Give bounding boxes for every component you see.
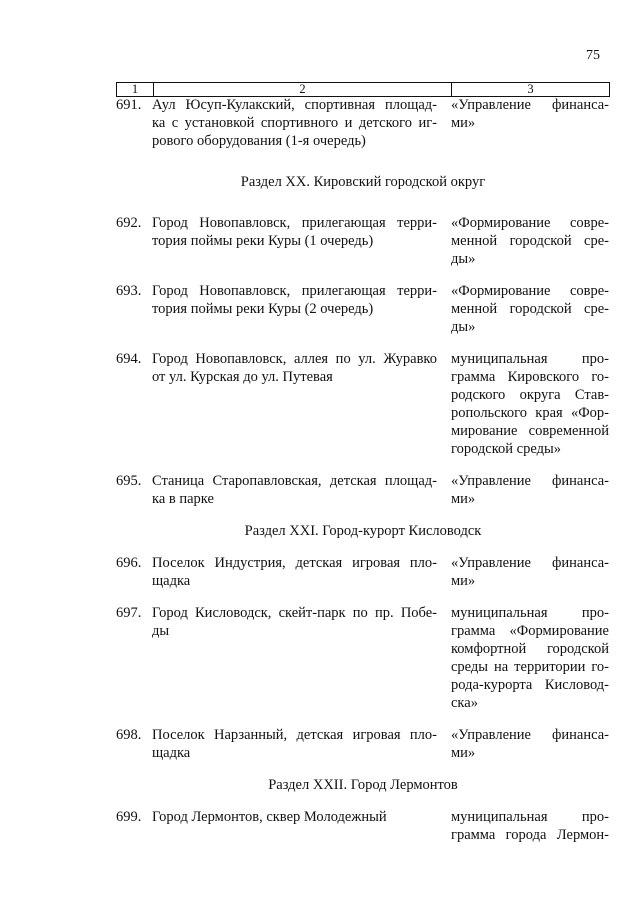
prog-line: «Управление финанса- [451, 555, 609, 571]
desc-line: Город Кисловодск, скейт-парк по пр. Побе- [152, 605, 437, 621]
row-program [451, 350, 609, 458]
row-description [152, 96, 437, 150]
prog-line: «Управление финанса- [451, 727, 609, 743]
prog-line: грамма «Формирование [451, 623, 609, 639]
desc-line: ка в парке [152, 491, 214, 507]
prog-line: грамма Кировского го- [451, 369, 609, 385]
prog-line: ды» [451, 319, 476, 335]
page-number: 75 [586, 48, 600, 63]
desc-line: тория поймы реки Куры (1 очередь) [152, 233, 374, 249]
row-description [152, 554, 437, 590]
prog-line: менной городской сре- [451, 233, 609, 249]
row-number: 693. [116, 283, 142, 299]
desc-line: ды [152, 623, 170, 639]
section-heading: Раздел XXI. Город-курорт Кисловодск [244, 523, 482, 539]
prog-line: грамма города Лермон- [451, 827, 609, 843]
row-description [152, 472, 437, 508]
row-number: 699. [116, 809, 142, 825]
row-program [451, 96, 609, 150]
table-row [116, 214, 610, 268]
prog-line: «Формирование совре- [451, 283, 609, 299]
header-col-1: 1 [117, 83, 154, 96]
section-heading: Раздел XX. Кировский городской округ [240, 174, 486, 190]
desc-line: ка с установкой спортивного и детского иг- [152, 115, 437, 131]
row-description [152, 282, 437, 336]
desc-line: Поселок Индустрия, детская игровая пло- [152, 555, 437, 571]
row-program [451, 214, 609, 268]
row-description [152, 604, 437, 712]
table-row [116, 350, 610, 458]
prog-line: ми» [451, 491, 476, 507]
desc-line: Станица Старопавловская, детская площад- [152, 473, 437, 489]
prog-line: городской среды» [451, 441, 561, 457]
prog-line: «Формирование совре- [451, 215, 609, 231]
header-col-3: 3 [527, 82, 534, 96]
desc-line: Город Лермонтов, сквер Молодежный [152, 809, 387, 825]
row-number: 694. [116, 351, 142, 367]
table-row [116, 726, 610, 762]
prog-line: менной городской сре- [451, 301, 609, 317]
prog-line: родского округа Став- [451, 387, 609, 403]
prog-line: «Управление финанса- [451, 97, 609, 113]
row-description [152, 726, 437, 762]
prog-line: «Управление финанса- [451, 473, 609, 489]
prog-line: ропольского края «Фор- [451, 405, 609, 421]
row-program [451, 282, 609, 336]
row-number: 697. [116, 605, 142, 621]
desc-line: щадка [152, 573, 191, 589]
prog-line: рода-курорта Кисловод- [451, 677, 609, 693]
section-heading: Раздел XXII. Город Лермонтов [268, 777, 458, 793]
prog-line: мирование современной [451, 423, 609, 439]
prog-line: комфортной городской [451, 641, 609, 657]
row-program [451, 726, 609, 762]
table-row [116, 96, 610, 150]
desc-line: щадка [152, 745, 191, 761]
desc-line: Город Новопавловск, прилегающая терри- [152, 215, 437, 231]
desc-line: тория поймы реки Куры (2 очередь) [152, 301, 374, 317]
table-row [116, 604, 610, 712]
desc-line: от ул. Курская до ул. Путевая [152, 369, 333, 385]
prog-line: ми» [451, 573, 476, 589]
desc-line: Город Новопавловск, прилегающая терри- [152, 283, 437, 299]
desc-line: Аул Юсуп-Кулакский, спортивная площад- [152, 97, 437, 113]
row-description [152, 214, 437, 268]
row-number: 695. [116, 473, 142, 489]
row-program [451, 554, 609, 590]
prog-line: ми» [451, 745, 476, 761]
row-program [451, 472, 609, 508]
table-header-row [116, 82, 610, 97]
table-row [116, 472, 610, 508]
prog-line: ска» [451, 695, 478, 711]
table-row [116, 282, 610, 336]
row-number: 696. [116, 555, 142, 571]
prog-line: муниципальная про- [451, 351, 609, 367]
prog-line: ми» [451, 115, 476, 131]
row-program [451, 604, 609, 712]
desc-line: Поселок Нарзанный, детская игровая пло- [152, 727, 437, 743]
row-number: 692. [116, 215, 142, 231]
document-table [116, 82, 610, 844]
prog-line: ды» [451, 251, 476, 267]
table-row [116, 808, 610, 844]
prog-line: муниципальная про- [451, 605, 609, 621]
desc-line: Город Новопавловск, аллея по ул. Журавко [152, 351, 437, 367]
row-program [451, 808, 609, 844]
desc-line: рового оборудования (1-я очередь) [152, 133, 366, 149]
prog-line: среды на территории го- [451, 659, 609, 675]
prog-line: муниципальная про- [451, 809, 609, 825]
row-number: 691. [116, 97, 142, 113]
row-number: 698. [116, 727, 142, 743]
header-col-2: 2 [154, 83, 452, 96]
row-description [152, 808, 437, 844]
row-description [152, 350, 437, 458]
table-row [116, 554, 610, 590]
